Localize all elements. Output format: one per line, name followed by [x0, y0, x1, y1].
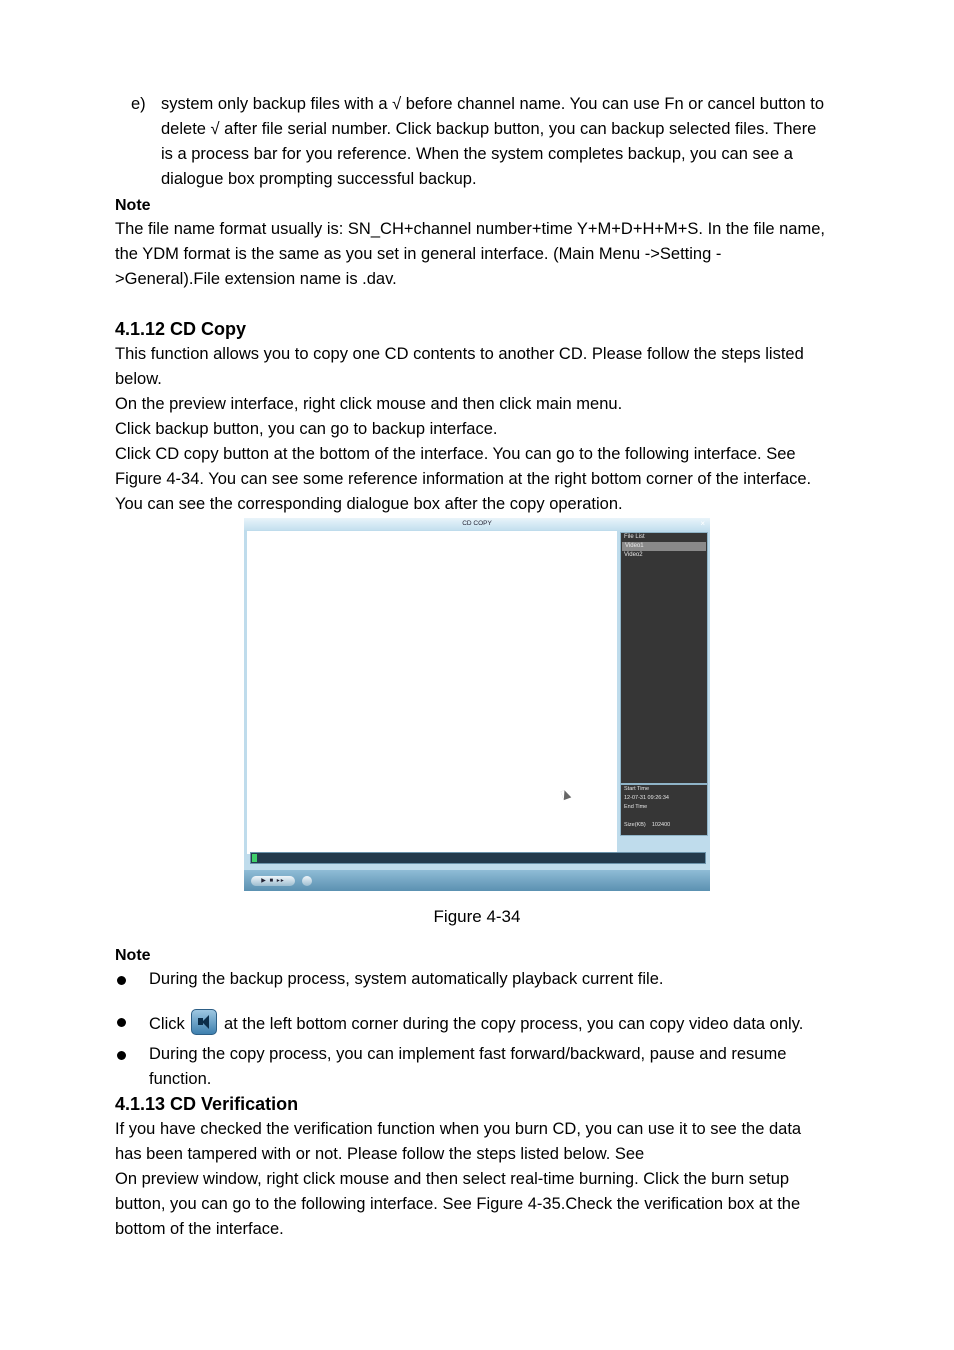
paragraph: Click backup button, you can go to backup interface.	[115, 420, 498, 438]
copy-progress-bar	[250, 852, 706, 864]
playback-control-bar	[244, 870, 710, 891]
start-time-label: Start Time	[624, 786, 650, 792]
paragraph: If you have checked the verification function when you burn CD, you can use it to see the data has been tampered with or not. Please follow the steps listed below. See	[115, 1120, 802, 1163]
progress-fill	[252, 854, 257, 862]
click-word: Click	[149, 1015, 185, 1033]
video-area	[247, 531, 617, 854]
note-title: Note	[115, 197, 151, 214]
size-value: 102400	[651, 822, 671, 828]
figure-caption: Figure 4-34	[433, 907, 521, 926]
bullet-text: During the backup process, system automatically playback current file.	[149, 970, 664, 988]
paragraph: Click CD copy button at the bottom of the interface. You can go to the following interface. See Figure 4-34. You can see some reference information at the right bottom corner of the interface. You can see the corresponding dialogue box after the copy operation.	[115, 445, 812, 513]
bullet-text	[149, 1009, 825, 1037]
size-row	[621, 821, 707, 830]
file-info-panel	[620, 784, 708, 836]
paragraph: This function allows you to copy one CD contents to another CD. Please follow the steps listed below.	[115, 345, 804, 388]
note-text: The file name format usually is: SN_CH+channel number+time Y+M+D+H+M+S. In the file name, the YDM format is the same as you set in general interface. (Main Menu ->Setting ->General).File extension name is .dav.	[115, 220, 825, 288]
section-heading-cd-copy: 4.1.12 CD Copy	[115, 319, 247, 339]
note-title: Note	[115, 947, 151, 964]
audio-icon	[191, 1009, 217, 1035]
end-time-label: End Time	[624, 804, 648, 810]
file-list-header: File List	[624, 534, 645, 540]
cd-copy-screenshot	[244, 518, 710, 891]
bullet-icon	[117, 976, 126, 985]
playback-buttons[interactable]: ▶ ■ ▸▸	[251, 876, 295, 886]
paragraph: On the preview interface, right click mouse and then click main menu.	[115, 395, 623, 413]
section-heading-cd-verification: 4.1.13 CD Verification	[115, 1094, 299, 1114]
close-icon[interactable]: ×	[700, 519, 705, 528]
mouse-cursor-icon	[561, 789, 572, 800]
size-label: Size(KB)	[624, 822, 646, 828]
bullet-icon	[117, 1018, 126, 1027]
bullet-icon	[117, 1051, 126, 1060]
file-list-item[interactable]: Video2	[624, 552, 643, 558]
audio-icon[interactable]	[302, 876, 312, 886]
list-item-label: e)	[131, 95, 146, 113]
file-list-panel	[620, 532, 708, 784]
paragraph: On preview window, right click mouse and then select real-time burning. Click the burn setup button, you can go to the following interface. See Figure 4-35.Check the verification box at the bottom of the interface.	[115, 1170, 801, 1238]
file-list-item[interactable]: Video1	[622, 542, 706, 551]
list-item-text: system only backup files with a √ before channel name. You can use Fn or cancel button to delete √ after file serial number. Click backup button, you can backup selected files. There is a process bar for you reference. When the system completes backup, you can see a dialogue box prompting successful backup.	[161, 95, 825, 188]
start-time-value: 12-07-31 09:26:34	[624, 795, 669, 801]
bullet-text-rest: at the left bottom corner during the copy process, you can copy video data only.	[223, 1015, 804, 1033]
bullet-text: During the copy process, you can implement fast forward/backward, pause and resume function.	[149, 1045, 787, 1088]
window-title: CD COPY	[244, 518, 710, 530]
